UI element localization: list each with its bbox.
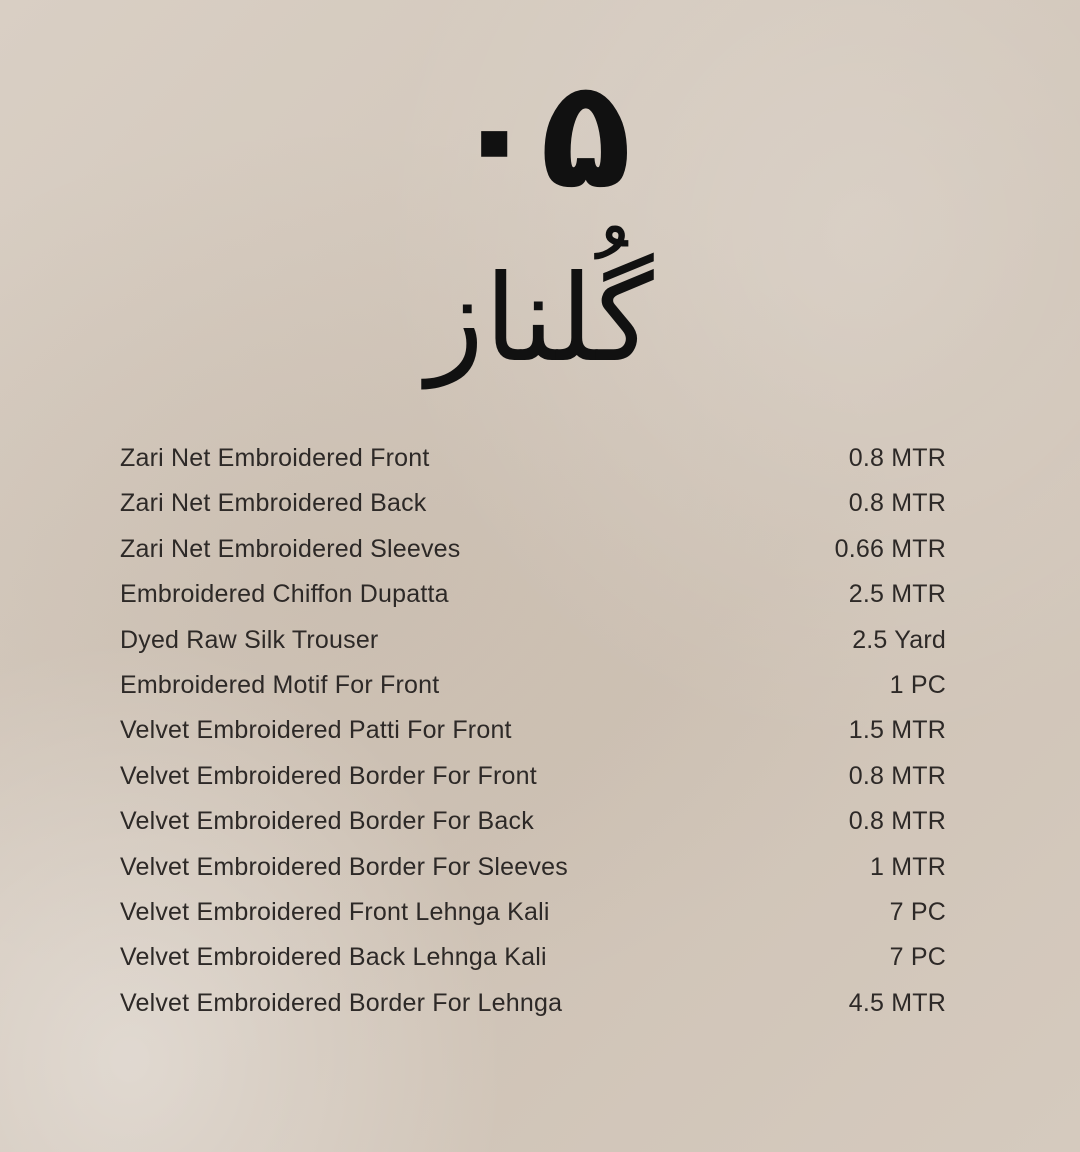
list-item xyxy=(120,580,946,625)
design-title: گُلناز xyxy=(426,250,654,389)
list-item xyxy=(120,535,946,580)
item-name: Zari Net Embroidered Back xyxy=(120,489,427,518)
item-name: Dyed Raw Silk Trouser xyxy=(120,625,379,654)
item-quantity: 0.8 MTR xyxy=(848,444,946,472)
list-item xyxy=(120,853,946,898)
item-name: Velvet Embroidered Back Lehnga Kali xyxy=(120,943,547,972)
item-list xyxy=(120,444,946,1034)
item-quantity: 0.8 MTR xyxy=(848,489,946,518)
list-item xyxy=(120,943,946,988)
list-item xyxy=(120,489,946,534)
item-quantity: 7 PC xyxy=(889,897,946,926)
item-quantity: 1 PC xyxy=(889,670,946,699)
item-quantity: 7 PC xyxy=(889,943,946,972)
item-quantity: 2.5 MTR xyxy=(848,580,946,609)
list-item xyxy=(120,898,946,943)
item-name: Velvet Embroidered Border For Back xyxy=(120,807,534,836)
item-name: Zari Net Embroidered Front xyxy=(120,444,430,472)
item-name: Embroidered Motif For Front xyxy=(120,670,440,699)
item-quantity: 1.5 MTR xyxy=(848,716,946,745)
list-item xyxy=(120,444,946,489)
item-name: Velvet Embroidered Border For Lehnga xyxy=(120,988,563,1017)
item-name: Embroidered Chiffon Dupatta xyxy=(120,580,449,609)
item-name: Velvet Embroidered Patti For Front xyxy=(120,716,512,745)
design-number: ۰۵ xyxy=(448,48,632,222)
list-item xyxy=(120,716,946,761)
list-item xyxy=(120,626,946,671)
list-item xyxy=(120,671,946,716)
page-header xyxy=(0,48,1080,389)
item-quantity: 0.8 MTR xyxy=(848,761,946,790)
item-quantity: 4.5 MTR xyxy=(848,988,946,1017)
item-quantity: 0.8 MTR xyxy=(848,807,946,836)
item-quantity: 2.5 Yard xyxy=(852,625,946,654)
item-name: Velvet Embroidered Front Lehnga Kali xyxy=(120,897,550,926)
item-name: Velvet Embroidered Border For Sleeves xyxy=(120,852,568,881)
list-item xyxy=(120,807,946,852)
item-quantity: 1 MTR xyxy=(870,852,946,881)
list-item xyxy=(120,989,946,1034)
item-quantity: 0.66 MTR xyxy=(834,534,946,563)
item-name: Zari Net Embroidered Sleeves xyxy=(120,534,461,563)
list-item xyxy=(120,762,946,807)
item-name: Velvet Embroidered Border For Front xyxy=(120,761,537,790)
